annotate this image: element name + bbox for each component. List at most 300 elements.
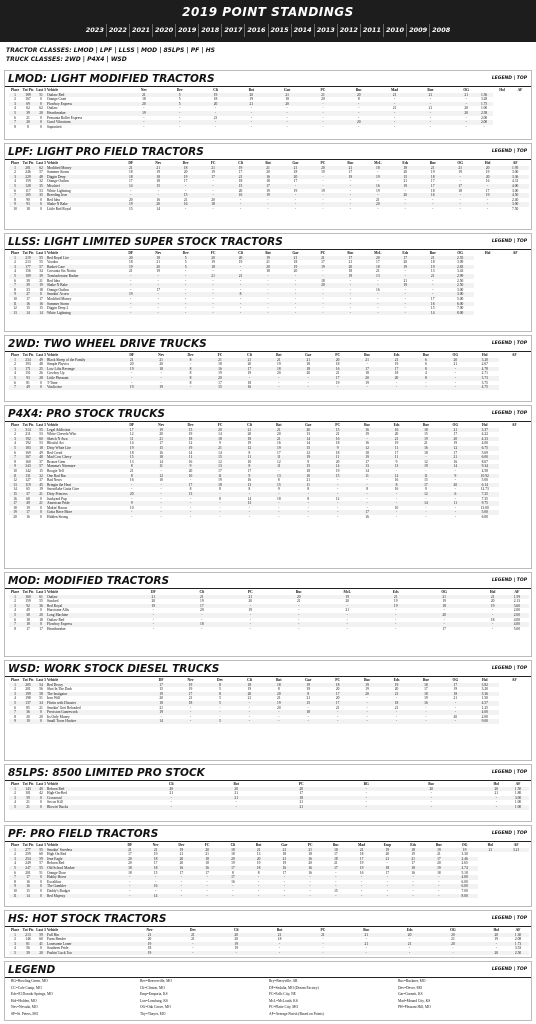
- column-header: Bue: [429, 161, 436, 165]
- section-divider: [5, 588, 531, 589]
- table-cell: 21: [392, 106, 397, 111]
- table-cell: -: [130, 296, 132, 301]
- table-cell: -: [294, 501, 323, 506]
- legend-top-link[interactable]: LEGEND | TOP: [491, 831, 527, 836]
- legend-top-link[interactable]: LEGEND | TOP: [491, 916, 527, 921]
- table-cell: 1: [9, 933, 21, 938]
- table-cell: 6.14: [470, 483, 499, 488]
- table-cell: -: [117, 875, 143, 880]
- table-cell: -: [160, 371, 162, 376]
- column-header: Buc: [364, 678, 371, 682]
- table-cell: 20: [309, 166, 336, 171]
- table-cell: -: [395, 468, 398, 473]
- table-cell: -: [392, 302, 419, 307]
- table-cell: [139, 805, 161, 810]
- table-cell: [214, 627, 238, 632]
- table-cell: 5: [9, 184, 21, 189]
- table-cell: 2: [14, 97, 16, 102]
- legend-top-link[interactable]: LEGEND | TOP: [491, 411, 527, 416]
- section-divider: [5, 780, 531, 781]
- table-cell: 3: [9, 692, 21, 697]
- table-cell: -: [267, 278, 269, 283]
- table-cell: -: [267, 296, 269, 301]
- table-cell: 0: [40, 608, 42, 613]
- table-cell: 3: [9, 175, 21, 180]
- year-link-2020[interactable]: 2020: [152, 24, 175, 37]
- table-cell: 13: [352, 464, 381, 469]
- column-header: Bot: [276, 423, 282, 427]
- year-link-2016[interactable]: 2016: [244, 24, 267, 37]
- table-cell: -: [117, 483, 146, 488]
- column-header: Bue: [422, 678, 429, 682]
- table-cell: -: [441, 701, 470, 706]
- table-cell: -: [130, 188, 132, 193]
- vehicle-name: White Chevela Who: [47, 432, 77, 437]
- table-cell: 16: [297, 866, 323, 871]
- table-cell: -: [117, 376, 146, 381]
- table-cell: 17: [153, 861, 158, 866]
- table-cell: 17: [277, 450, 281, 455]
- column-header: Vehicle: [47, 251, 59, 255]
- table-cell: [117, 125, 135, 130]
- table-cell: 20: [485, 951, 507, 956]
- column-header: Cli: [247, 423, 252, 427]
- year-link-2011[interactable]: 2011: [360, 24, 383, 37]
- column-header: Cli: [247, 678, 252, 682]
- table-cell: 7.00: [461, 888, 468, 893]
- year-link-2009[interactable]: 2009: [406, 24, 429, 37]
- column-header: OG: [457, 161, 463, 165]
- table-cell: 15: [334, 888, 338, 893]
- legend-entry: SP=St. Peters, MO: [11, 1011, 39, 1016]
- table-cell: 7.25: [470, 492, 499, 497]
- column-header: Tot Pts: [22, 161, 34, 165]
- table-row: [9, 385, 529, 390]
- column-header: Eds: [392, 590, 399, 594]
- year-link-2015[interactable]: 2015: [268, 24, 291, 37]
- column-header: Bot: [276, 678, 282, 682]
- section-title: PF: PRO FIELD TRACTORS: [8, 828, 159, 840]
- table-cell: 18: [39, 287, 43, 292]
- vehicle-name: Full Bin: [47, 933, 117, 938]
- table-cell: 13: [382, 464, 411, 469]
- column-header: Place: [10, 423, 20, 427]
- table-cell: -: [185, 306, 187, 311]
- legend-top-link[interactable]: LEGEND | TOP: [491, 149, 527, 154]
- table-cell: 19: [481, 604, 505, 609]
- vehicle-name: Outlaw Red: [47, 617, 65, 622]
- table-cell: 14: [35, 311, 47, 316]
- table-cell: 219: [21, 256, 35, 261]
- column-header: AF: [515, 928, 521, 932]
- table-cell: 15: [323, 474, 352, 479]
- table-cell: 20: [247, 362, 252, 367]
- table-cell: 17: [430, 296, 435, 301]
- table-cell: -: [481, 622, 505, 627]
- legend-entry: CC=Cole Camp, MO: [11, 985, 42, 990]
- table-cell: -: [419, 202, 446, 207]
- column-header: DF: [158, 678, 164, 682]
- table-cell: 18: [238, 179, 243, 184]
- table-cell: 21: [312, 933, 334, 938]
- table-cell: 1.00: [514, 800, 522, 805]
- table-cell: 101: [25, 791, 31, 796]
- table-cell: 15: [294, 701, 323, 706]
- vehicle-name: Diggin Deep 2: [47, 306, 69, 311]
- table-cell: 6: [14, 278, 16, 283]
- table-cell: 14: [218, 432, 222, 437]
- table-cell: -: [278, 514, 280, 519]
- table-cell: -: [307, 514, 309, 519]
- table-cell: 20: [159, 432, 163, 437]
- table-cell: 37: [39, 478, 43, 483]
- table-cell: 2: [14, 791, 16, 796]
- table-cell: 167: [25, 97, 31, 102]
- table-cell: -: [350, 111, 368, 116]
- table-cell: -: [322, 124, 324, 129]
- table-cell: -: [192, 946, 194, 950]
- table-cell: -: [172, 283, 199, 288]
- legend-top-link[interactable]: LEGEND | TOP: [491, 341, 527, 346]
- table-cell: 229: [21, 175, 35, 180]
- table-cell: -: [190, 613, 214, 618]
- table-cell: 6: [14, 115, 16, 120]
- legend-top-link[interactable]: LEGEND | TOP: [491, 666, 527, 671]
- table-cell: 21: [446, 166, 473, 171]
- table-cell: 21: [376, 269, 380, 274]
- table-cell: -: [452, 946, 454, 950]
- column-header: PC: [335, 678, 341, 682]
- column-header: Tot Pts: [22, 590, 34, 594]
- vehicle-name: Orange Door: [47, 870, 66, 875]
- table-cell: 18: [13, 505, 17, 510]
- column-header: Hol: [493, 782, 500, 786]
- table-cell: 2.65: [461, 861, 468, 866]
- table-cell: 0: [35, 894, 47, 899]
- table-cell: -: [264, 385, 293, 390]
- year-link-2014[interactable]: 2014: [291, 24, 314, 37]
- year-link-2012[interactable]: 2012: [337, 24, 360, 37]
- table-cell: 39: [21, 283, 35, 288]
- table-cell: -: [131, 371, 133, 376]
- table-cell: 198: [25, 696, 31, 701]
- table-cell: 18: [144, 256, 171, 261]
- table-cell: -: [282, 302, 309, 307]
- table-cell: 18: [364, 166, 391, 171]
- table-cell: -: [322, 296, 324, 301]
- table-cell: -: [441, 719, 470, 724]
- table-cell: 57: [35, 265, 47, 270]
- table-cell: -: [421, 120, 439, 125]
- column-header: OG: [452, 678, 459, 682]
- table-cell: -: [337, 714, 339, 719]
- column-header: Bot: [265, 161, 271, 165]
- year-link-2010[interactable]: 2010: [383, 24, 406, 37]
- vehicle-name: Summer Storm: [47, 302, 117, 307]
- table-cell: -: [298, 608, 300, 613]
- table-cell: 6.00: [470, 455, 499, 460]
- year-link-2022[interactable]: 2022: [106, 24, 129, 37]
- table-cell: 18: [266, 269, 270, 274]
- column-header: Hol: [484, 251, 491, 255]
- table-cell: -: [130, 287, 132, 292]
- table-cell: -: [309, 888, 311, 893]
- table-cell: 21: [282, 256, 309, 261]
- table-cell: 20: [277, 432, 281, 437]
- year-link-2013[interactable]: 2013: [314, 24, 337, 37]
- table-cell: 7: [9, 875, 21, 880]
- table-cell: [269, 805, 291, 810]
- table-cell: -: [227, 311, 254, 316]
- vehicle-name: Its Only Money: [47, 714, 70, 719]
- vehicle-name: Bringin the Heat: [47, 483, 117, 488]
- year-link-2021[interactable]: 2021: [129, 24, 152, 37]
- table-cell: 18: [128, 870, 132, 875]
- column-header: Nev: [187, 678, 194, 682]
- table-cell: 21: [294, 358, 323, 363]
- table-cell: -: [130, 306, 132, 311]
- table-cell: -: [143, 115, 145, 120]
- year-link-2023[interactable]: 2023: [85, 26, 104, 34]
- table-cell: -: [264, 719, 293, 724]
- table-cell: 20: [364, 202, 391, 207]
- table-cell: -: [172, 302, 199, 307]
- table-cell: -: [404, 188, 406, 193]
- column-header: Cli: [230, 843, 236, 847]
- table-cell: -: [232, 888, 234, 893]
- column-header: Bot: [255, 843, 262, 847]
- table-cell: 4: [14, 946, 16, 950]
- table-cell: -: [117, 884, 143, 889]
- column-header: Place: [10, 678, 20, 682]
- vehicle-name: Farm Bender: [47, 937, 66, 941]
- table-cell: -: [323, 510, 352, 515]
- table-cell: 21: [26, 800, 30, 805]
- table-cell: -: [314, 102, 332, 107]
- table-cell: -: [199, 302, 226, 307]
- table-cell: 21: [199, 274, 226, 279]
- table-cell: 6.00: [481, 514, 488, 519]
- column-header: Dev: [178, 843, 185, 847]
- table-cell: -: [335, 604, 359, 609]
- table-cell: 2.00: [505, 613, 529, 618]
- table-cell: 16: [205, 367, 234, 372]
- table-cell: 3.28: [480, 97, 488, 102]
- table-cell: -: [349, 179, 351, 184]
- table-cell: -: [454, 487, 456, 492]
- page-title: 2019 POINT STANDINGS: [182, 5, 354, 19]
- table-cell: -: [323, 501, 352, 506]
- column-header: Dev: [187, 353, 194, 357]
- table-cell: -: [254, 292, 281, 297]
- table-cell: -: [404, 296, 406, 301]
- table-cell: 19: [442, 599, 446, 604]
- table-cell: 19: [211, 170, 215, 175]
- table-cell: 21: [355, 933, 377, 938]
- table-cell: 19: [247, 687, 252, 692]
- table-cell: 19: [172, 175, 199, 180]
- table-cell: 21: [453, 696, 458, 701]
- table-cell: 2.99: [446, 274, 473, 279]
- table-cell: 56: [26, 946, 30, 950]
- table-cell: -: [189, 705, 192, 710]
- year-link-2018[interactable]: 2018: [198, 24, 221, 37]
- year-link-2008[interactable]: 2008: [429, 24, 452, 37]
- table-cell: -: [146, 492, 175, 497]
- table-cell: 20: [308, 861, 312, 866]
- table-cell: -: [474, 184, 501, 189]
- legend-entry: FC=Falls City, NE: [269, 992, 296, 996]
- table-cell: 16: [21, 884, 35, 889]
- table-cell: 21: [437, 852, 441, 857]
- table-cell: 13: [256, 852, 261, 857]
- table-cell: 3.73: [470, 376, 499, 381]
- vehicle-name: Bronze Gem: [47, 459, 66, 464]
- table-cell: 2.58: [475, 111, 493, 116]
- tractor-classes[interactable]: TRACTOR CLASSES: LMOD | LPF | LLSS | MOD | 85LPS | PF | HS: [6, 47, 215, 54]
- table-cell: 14: [218, 450, 222, 455]
- table-cell: -: [219, 514, 221, 519]
- table-cell: 81: [26, 380, 30, 385]
- legend-section: [4, 961, 532, 1021]
- year-link-2017[interactable]: 2017: [221, 24, 244, 37]
- table-cell: -: [487, 197, 489, 202]
- table-cell: 15: [144, 184, 171, 189]
- table-cell: 12.73: [480, 487, 489, 492]
- vehicle-name: Southern Pride: [47, 946, 69, 950]
- table-cell: -: [441, 385, 470, 390]
- column-header: Bot: [248, 88, 254, 92]
- vehicle-name: Diggin Deep: [47, 175, 117, 180]
- vehicle-name: Daddy's Budget: [47, 888, 70, 893]
- table-cell: -: [250, 115, 252, 120]
- vehicle-name: Blowin' Bucks: [47, 805, 117, 810]
- table-cell: -: [358, 124, 360, 129]
- table-cell: -: [395, 714, 398, 719]
- table-cell: -: [377, 306, 379, 311]
- table-cell: 20: [441, 358, 470, 363]
- table-cell: 16: [143, 884, 169, 889]
- table-cell: 15: [264, 483, 293, 488]
- table-cell: 17: [176, 483, 205, 488]
- table-cell: 19: [282, 265, 309, 270]
- table-cell: -: [189, 478, 192, 483]
- table-cell: 18: [190, 622, 214, 627]
- column-header: Gar: [292, 251, 299, 255]
- table-cell: -: [297, 875, 323, 880]
- table-cell: -: [309, 302, 336, 307]
- legend-top-link[interactable]: LEGEND | TOP: [491, 578, 527, 583]
- table-cell: 16: [365, 514, 369, 519]
- table-cell: 19: [141, 604, 165, 609]
- table-cell: 20: [453, 714, 458, 719]
- table-cell: 17: [323, 701, 352, 706]
- table-cell: 18: [411, 683, 440, 688]
- table-cell: -: [323, 385, 352, 390]
- column-header: Cli: [233, 928, 239, 932]
- legend-top-link[interactable]: LEGEND | TOP: [491, 239, 527, 244]
- table-cell: [296, 125, 314, 130]
- vehicle-name: American Pride: [47, 501, 117, 506]
- table-cell: -: [404, 269, 406, 274]
- column-header: Tot Pts: [22, 782, 34, 786]
- table-cell: -: [267, 197, 269, 202]
- table-cell: 21: [205, 358, 234, 363]
- table-cell: 192: [25, 441, 31, 446]
- year-link-2019[interactable]: 2019: [175, 24, 198, 37]
- table-cell: 21: [135, 93, 153, 98]
- table-cell: 14: [21, 894, 35, 899]
- legend-top-link[interactable]: LEGEND | TOP: [491, 770, 527, 775]
- table-cell: 9: [219, 441, 221, 446]
- table-cell: -: [278, 380, 280, 385]
- table-cell: 2.50: [457, 278, 464, 283]
- table-cell: 127: [25, 478, 31, 483]
- legend-top-link[interactable]: LEGEND | TOP: [491, 76, 527, 81]
- table-cell: -: [235, 510, 264, 515]
- table-cell: 117: [25, 188, 31, 193]
- table-cell: 19: [365, 380, 369, 385]
- section-title: LLSS: LIGHT LIMITED SUPER STOCK TRACTORS: [8, 236, 283, 248]
- table-cell: 15: [117, 455, 146, 460]
- table-cell: -: [442, 951, 464, 956]
- table-cell: -: [459, 179, 461, 184]
- vehicle-name: White Lightning: [47, 311, 117, 316]
- table-cell: 3: [9, 367, 21, 372]
- table-cell: 19: [247, 371, 252, 376]
- table-cell: [359, 627, 383, 632]
- table-cell: -: [269, 942, 291, 947]
- table-cell: 0: [35, 875, 47, 880]
- table-cell: 16: [308, 870, 312, 875]
- table-cell: [290, 951, 312, 956]
- table-cell: 3.09: [457, 260, 464, 265]
- table-cell: 6.00: [446, 302, 473, 307]
- legend-entry: OG=Oak Grove, MO: [140, 1005, 171, 1009]
- table-cell: 39: [26, 278, 30, 283]
- table-cell: -: [258, 879, 260, 884]
- legend-entry: Mad=Mound City, KS: [398, 998, 431, 1003]
- table-cell: 19: [394, 362, 399, 367]
- section-divider: [5, 676, 531, 677]
- table-cell: 8: [235, 464, 264, 469]
- table-cell: 4: [14, 696, 16, 701]
- table-cell: -: [282, 184, 309, 189]
- vehicle-name: Orange Crate: [47, 97, 67, 102]
- table-cell: 19: [146, 710, 175, 715]
- table-cell: [377, 805, 399, 810]
- table-cell: 53: [39, 188, 43, 193]
- table-cell: 0: [40, 946, 42, 950]
- legend-entry: Gar=Garnett, KS: [398, 992, 423, 996]
- table-cell: 39: [21, 951, 35, 956]
- table-cell: -: [446, 175, 473, 180]
- column-header: DF: [129, 423, 135, 427]
- table-cell: 18: [117, 175, 144, 180]
- table-cell: -: [287, 613, 311, 618]
- table-cell: 20: [169, 857, 195, 862]
- table-cell: 8: [357, 97, 360, 102]
- truck-classes[interactable]: TRUCK CLASSES: 2WD | P4X4 | WSD: [6, 56, 127, 63]
- table-cell: -: [386, 861, 388, 866]
- table-cell: 17: [183, 179, 188, 184]
- vehicle-name: Flirtin with Disaster: [47, 701, 117, 706]
- legend-top-link[interactable]: LEGEND | TOP: [491, 967, 527, 972]
- table-cell: -: [337, 184, 364, 189]
- vehicle-name: Pensonia Roller Express: [47, 115, 83, 120]
- table-cell: -: [248, 714, 250, 719]
- table-cell: 20: [35, 951, 47, 956]
